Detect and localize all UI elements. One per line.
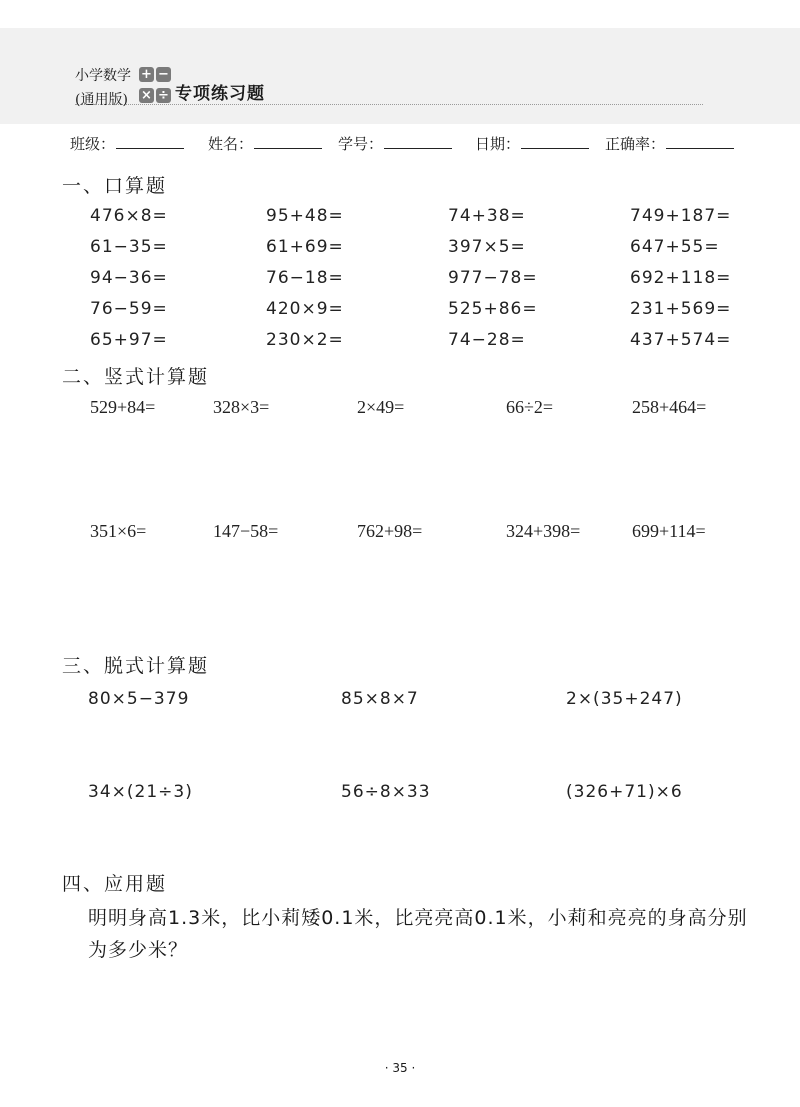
mental-math-item: 76−59= (90, 299, 168, 319)
mental-math-item: 61+69= (266, 237, 344, 257)
plus-icon: + (139, 67, 154, 82)
vertical-calc-item: 66÷2= (506, 397, 554, 417)
brand-subject: 小学数学 (75, 68, 131, 84)
step-calc-item: (326+71)×6 (566, 782, 683, 802)
date-field[interactable] (475, 133, 589, 155)
mental-math-item: 65+97= (90, 330, 168, 350)
mental-math-item: 647+55= (630, 237, 720, 257)
vertical-calc-item: 2×49= (357, 397, 405, 417)
section-step-calc-title: 三、脱式计算题 (62, 655, 210, 677)
worksheet-title: 专项练习题 (175, 84, 265, 104)
mental-math-item: 476×8= (90, 206, 168, 226)
mental-math-item: 977−78= (448, 268, 538, 288)
date-blank[interactable] (521, 134, 589, 149)
vertical-calc-item: 529+84= (90, 397, 156, 417)
vertical-calc-item: 324+398= (506, 521, 581, 541)
accuracy-label: 正确率： (605, 135, 666, 153)
multiply-icon: × (139, 88, 154, 103)
step-calc-item: 80×5−379 (88, 689, 190, 709)
vertical-calc-item: 762+98= (357, 521, 423, 541)
step-calc-item: 2×(35+247) (566, 689, 683, 709)
section-word-problem-title: 四、应用题 (62, 873, 168, 895)
mental-math-item: 397×5= (448, 237, 526, 257)
name-field[interactable] (208, 133, 322, 155)
mental-math-item: 437+574= (630, 330, 732, 350)
step-calc-item: 85×8×7 (341, 689, 419, 709)
class-label: 班级： (70, 135, 116, 153)
mental-math-item: 74+38= (448, 206, 526, 226)
accuracy-blank[interactable] (666, 134, 734, 149)
vertical-calc-item: 351×6= (90, 521, 147, 541)
vertical-calc-item: 699+114= (632, 521, 706, 541)
mental-math-item: 420×9= (266, 299, 344, 319)
mental-math-item: 76−18= (266, 268, 344, 288)
mental-math-item: 525+86= (448, 299, 538, 319)
student-id-field[interactable] (338, 133, 452, 155)
vertical-calc-item: 258+464= (632, 397, 707, 417)
student-id-blank[interactable] (384, 134, 452, 149)
mental-math-item: 61−35= (90, 237, 168, 257)
step-calc-item: 34×(21÷3) (88, 782, 193, 802)
operator-icons (139, 67, 173, 111)
page-number: · 35 · (384, 1061, 416, 1075)
student-info-row (70, 133, 750, 155)
word-problem-text: 明明身高1.3米，比小莉矮0.1米，比亮亮高0.1米，小莉和亮亮的身高分别为多少米？ (88, 907, 748, 961)
vertical-calc-item: 328×3= (213, 397, 270, 417)
accuracy-field[interactable] (605, 133, 734, 155)
section-vertical-calc-title: 二、竖式计算题 (62, 366, 210, 388)
mental-math-item: 95+48= (266, 206, 344, 226)
section-mental-math-title: 一、口算题 (62, 175, 168, 197)
name-label: 姓名： (208, 135, 254, 153)
mental-math-item: 94−36= (90, 268, 168, 288)
mental-math-item: 749+187= (630, 206, 732, 226)
vertical-calc-item: 147−58= (213, 521, 279, 541)
mental-math-item: 692+118= (630, 268, 732, 288)
class-blank[interactable] (116, 134, 184, 149)
class-field[interactable] (70, 133, 184, 155)
date-label: 日期： (475, 135, 521, 153)
step-calc-item: 56÷8×33 (341, 782, 431, 802)
mental-math-item: 231+569= (630, 299, 732, 319)
minus-icon: − (156, 67, 171, 82)
divide-icon: ÷ (156, 88, 171, 103)
name-blank[interactable] (254, 134, 322, 149)
mental-math-item: 230×2= (266, 330, 344, 350)
brand-edition: (通用版) (75, 92, 128, 108)
mental-math-item: 74−28= (448, 330, 526, 350)
student-id-label: 学号： (338, 135, 384, 153)
